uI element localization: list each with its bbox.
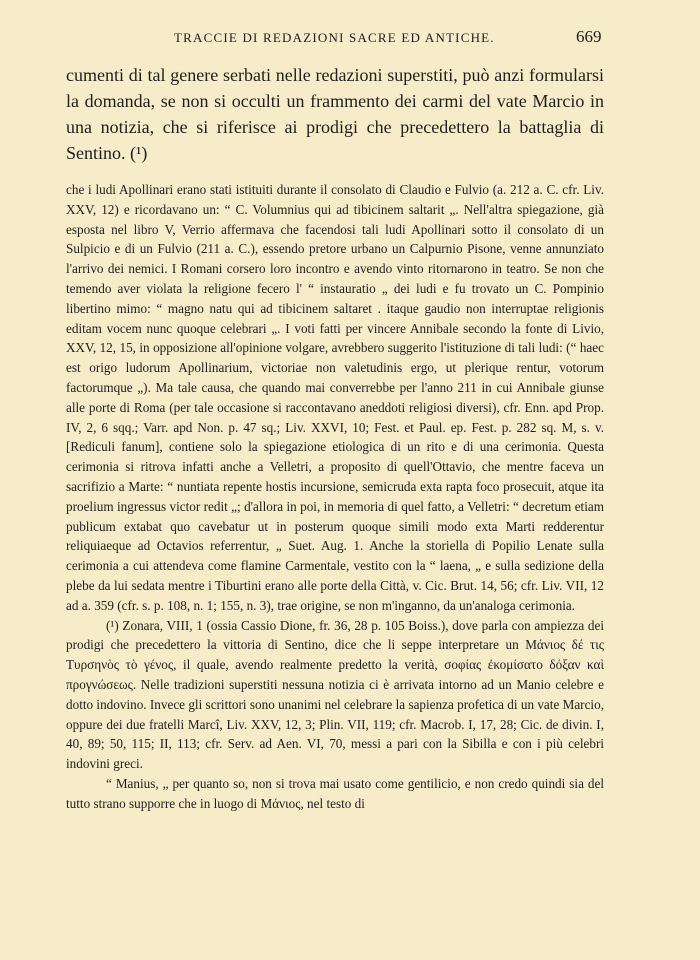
footnotes (66, 180, 604, 814)
page-number: 669 (576, 27, 602, 46)
running-head: TRACCIE DI REDAZIONI SACRE ED ANTICHE. (174, 30, 495, 45)
footnote-1-continued: “ Manius, „ per quanto so, non si trova mai usato come gentilicio, e non credo quindi sia del tutto strano supporre che in luogo di Μάνιος, nel testo di (66, 775, 604, 811)
footnote-1: (¹) Zonara, VIII, 1 (ossia Cassio Dione, fr. 36, 28 p. 105 Boiss.), dove parla con ampiezza dei prodigi che precedettero la vittoria di Sentino, dice che li seppe interpretare un Μάνιος δέ τις Τυρσηνὸς τὸ γένος, il quale, avendo realmente predetto la verità, σοφίας ἐκομίσατο δόξαν καὶ προγνώσεως. Nelle tradizioni superstiti nessuna notizia ci è arrivata intorno ad un Manio celebre e dotto indovino. Invece gli scrittori sono unanimi nel celebrare la sapienza profetica di un vate Marcio, oppure dei due fratelli Marcî, Liv. XXV, 12, 3; Plin. VII, 119; cfr. Macrob. I, 17, 28; Cic. de divin. I, 40, 89; 50, 115; II, 113; cfr. Serv. ad Aen. VI, 70, messi a pari con la Sibilla e con i più celebri indovini greci. (66, 617, 604, 772)
main-text-paragraph: cumenti di tal genere serbati nelle redazioni superstiti, può anzi formularsi la domanda, se non si occulti un frammento dei carmi del vate Marcio in una notizia, che si riferisce ai prodigi che precedettero la battaglia di Sentino. (¹) (66, 65, 604, 163)
footnote-continuation: che i ludi Apollinari erano stati istituiti durante il consolato di Claudio e Fulvio (a. 212 a. C. cfr. Liv. XXV, 12) e ricordavano un: “ C. Volumnius qui ad tibicinem saltarit „. Nell'altra spiegazione, già esposta nel libro V, Verrio affermava che facendosi tali ludi Apollinari sotto il consolato di un Sulpicio e di un Fulvio (211 a. C.), essendo pretore urbano un Calpurnio Pisone, venne annunziato l'arrivo dei nemici. I Romani corsero loro incontro e avendo vinto ritornarono in teatro. Se non che temendo aver violata la religione fecero l' “ instauratio „ dei ludi e fu trovato un C. Pompinio libertino mimo: “ magno natu qui ad tibicinem saltaret . itaque gaudio non interruptae religionis editam vocem nunc quoque celebrari „. I voti fatti per vincere Annibale secondo la fonte di Livio, XXV, 12, 15, in opposizione all'opinione volgare, avrebbero suggerito l'istituzione di tali ludi: (“ haec est origo ludorum Apollinarium, victoriae non valetudinis ergo, ut plerique rentur, votorum factorumque „). Ma tale causa, che quando mai converrebbe per l'anno 211 in cui Annibale giunse alle porte di Roma (per tale occasione si raccontavano aneddoti religiosi diversi), cfr. Enn. apd Prop. IV, 2, 6 sqq.; Varr. apd Non. p. 47 sq.; Liv. XXVI, 10; Fest. et Paul. ep. Fest. p. 282 sq. M, s. v. [Rediculi fanum], contiene solo la spiegazione etiologica di un rito e di una cerimonia. Questa cerimonia si ritrova infatti anche a Velletri, a proposito di quell'Ottavio, che mentre faceva un sacrifizio a Marte: “ nuntiata repente hostis incursione, semicruda exta rapta foco prosecuit, atque ita proelium ingressus victor redit „; d'allora in poi, in memoria di quel fatto, a Velletri: “ decretum etiam publicum extabat quo cavebatur ut in posterum quoque simili modo exta Marti redderentur reliquiaeque ad Octavios referrentur, „ Suet. Aug. 1. Anche la storiella di Popilio Lenate sulla cerimonia a cui attendeva come flamine Carmentale, vestito con la “ laena, „ e sulla sedizione della plebe da lui sedata mentre i Tiburtini erano alle porte della Città, v. Cic. Brut. 14, 56; cfr. Liv. VII, 12 ad a. 359 (cfr. s. p. 108, n. 1; 155, n. 3), trae origine, se non m'inganno, da un'analoga cerimonia. (66, 182, 604, 613)
page-header (0, 27, 700, 52)
